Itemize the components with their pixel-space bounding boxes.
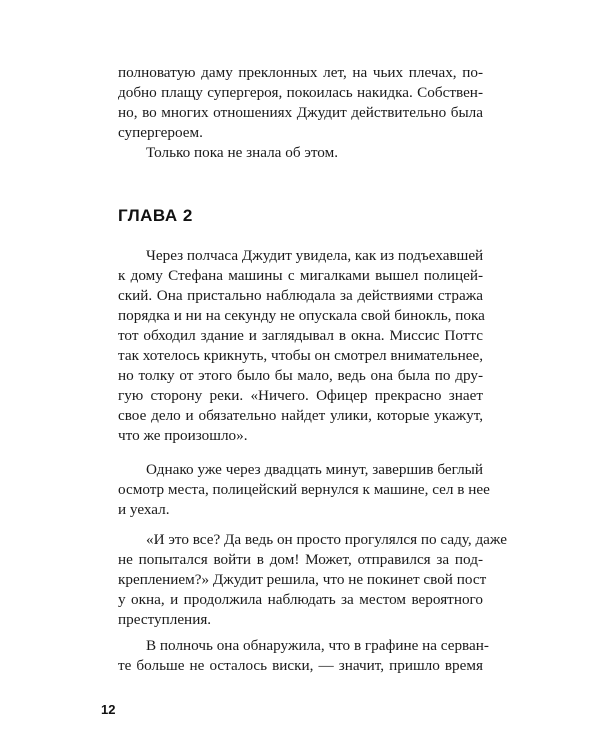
chapter-heading: ГЛАВА 2 [118,206,193,225]
text-line: В полночь она обнаружила, что в графине на серван- [146,637,489,654]
text-line: и уехал. [118,501,170,518]
text-line: тот обходил здание и заглядывал в окна. Миссис Поттс [118,327,483,344]
text-line: порядка и ни на секунду не опускала свой бинокль, пока [118,307,485,324]
text-line: так хотелось крикнуть, чтобы он смотрел внимательнее, [118,347,483,364]
text-line: супергероем. [118,124,203,141]
text-line: не попытался войти в дом! Может, отправился за под- [118,551,483,568]
text-line: полноватую даму преклонных лет, на чьих плечах, по- [118,64,483,81]
text-line: гую сторону реки. «Ничего. Офицер прекрасно знает [118,387,483,404]
text-line: но толку от этого было бы мало, ведь она была по дру- [118,367,483,384]
text-line: у окна, и продолжила наблюдать за местом вероятного [118,591,483,608]
text-line: креплением?» Джудит решила, что не покинет свой пост [118,571,487,588]
text-line: но, во многих отношениях Джудит действительно была [118,104,483,121]
text-line: что же произошло». [118,427,248,444]
text-line: свое дело и обязательно найдет улики, которые укажут, [118,407,483,424]
text-line: те больше не осталось виски, — значит, пришло время [118,657,483,674]
text-line: Однако уже через двадцать минут, завершив беглый [146,461,483,478]
text-line: ский. Она пристально наблюдала за действиями стража [118,287,483,304]
text-line: добно плащу супергероя, покоилась накидка. Собствен- [118,84,483,101]
text-line: «И это все? Да ведь он просто прогулялся по саду, даже [146,531,507,548]
text-line: преступления. [118,611,212,628]
page-number: 12 [101,702,116,717]
text-line: к дому Стефана машины с мигалками вышел полицей- [118,267,483,284]
text-line: осмотр места, полицейский вернулся к машине, сел в нее [118,481,490,498]
text-line: Через полчаса Джудит увидела, как из подъехавшей [146,247,484,264]
text-line: Только пока не знала об этом. [146,144,339,161]
